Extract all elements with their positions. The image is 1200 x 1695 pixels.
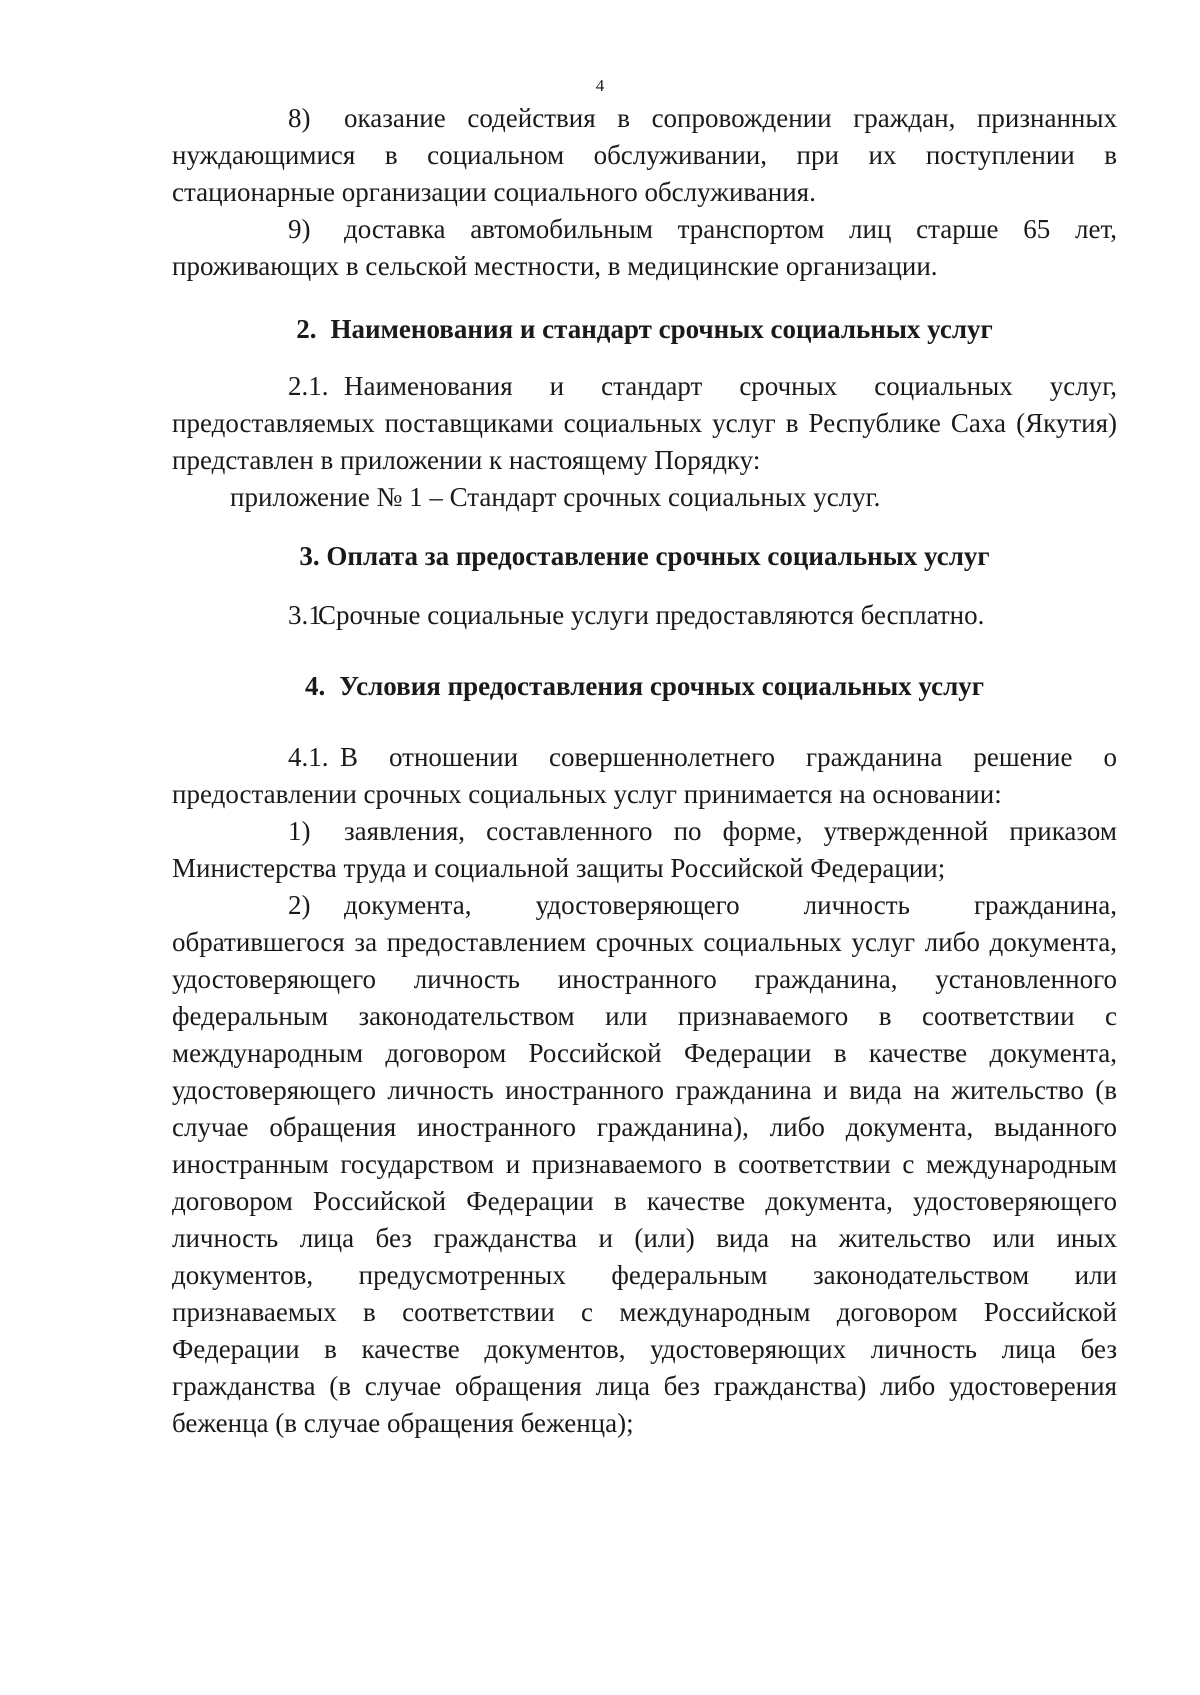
section-4-heading <box>172 668 1117 705</box>
paragraph-number: 4.1. <box>288 742 329 772</box>
section-number: 2. <box>296 314 317 344</box>
list-item-1 <box>172 813 1117 887</box>
section-title: Условия предоставления срочных социальных услуг <box>339 671 984 701</box>
paragraph-4-1 <box>172 739 1117 813</box>
document-body <box>172 100 1117 1442</box>
paragraph-text: Срочные социальные услуги предоставляются бесплатно. <box>318 600 985 630</box>
page-number: 4 <box>595 76 605 95</box>
section-2-heading <box>172 311 1117 348</box>
section-number: 4. <box>305 671 326 701</box>
paragraph-3-1 <box>172 597 1117 634</box>
list-item-8 <box>172 100 1117 211</box>
item-number: 1) <box>288 816 311 846</box>
item-text: документа, удостоверяющего личность гражданина, обратившегося за предоставлением срочных социальных услуг либо документа, удостоверяющего личность иностранного гражданина, установленного федеральным законодательством или признаваемого в соответствии с международным договором Российской Федерации в качестве документа, удостоверяющего личность иностранного гражданина и вида на жительство (в случае обращения иностранного гражданина), либо документа, выданного иностранным государством и признаваемого в соответствии с международным договором Российской Федерации в качестве документа, удостоверяющего личность лица без гражданства и (или) вида на жительство или иных документов, предусмотренных федеральным законодательством или признаваемых в соответствии с международным договором Российской Федерации в качестве документов, удостоверяющих личность лица без гражданства (в случае обращения лица без гражданства) либо удостоверения беженца (в случае обращения беженца); <box>172 890 1117 1438</box>
paragraph-number: 3.1. <box>288 600 329 630</box>
appendix-reference: приложение № 1 – Стандарт срочных социальных услуг. <box>230 482 881 512</box>
item-text: доставка автомобильным транспортом лиц старше 65 лет, проживающих в сельской местности, в медицинские организации. <box>172 214 1117 281</box>
item-number: 2) <box>288 890 311 920</box>
paragraph-2-1 <box>172 368 1117 479</box>
item-number: 8) <box>288 103 311 133</box>
section-3-heading: 3. Оплата за предоставление срочных социальных услуг <box>299 541 990 571</box>
item-number: 9) <box>288 214 311 244</box>
section-title: Наименования и стандарт срочных социальных услуг <box>330 314 993 344</box>
list-item-9 <box>172 211 1117 285</box>
item-text: оказание содействия в сопровождении граждан, признанных нуждающимися в социальном обслуживании, при их поступлении в стационарные организации социального обслуживания. <box>172 103 1117 207</box>
paragraph-text: В отношении совершеннолетнего гражданина решение о предоставлении срочных социальных услуг принимается на основании: <box>172 742 1117 809</box>
list-item-2 <box>172 887 1117 1442</box>
paragraph-number: 2.1. <box>288 371 329 401</box>
item-text: заявления, составленного по форме, утвержденной приказом Министерства труда и социальной защиты Российской Федерации; <box>172 816 1117 883</box>
paragraph-text: Наименования и стандарт срочных социальных услуг, предоставляемых поставщиками социальных услуг в Республике Саха (Якутия) представлен в приложении к настоящему Порядку: <box>172 371 1117 475</box>
